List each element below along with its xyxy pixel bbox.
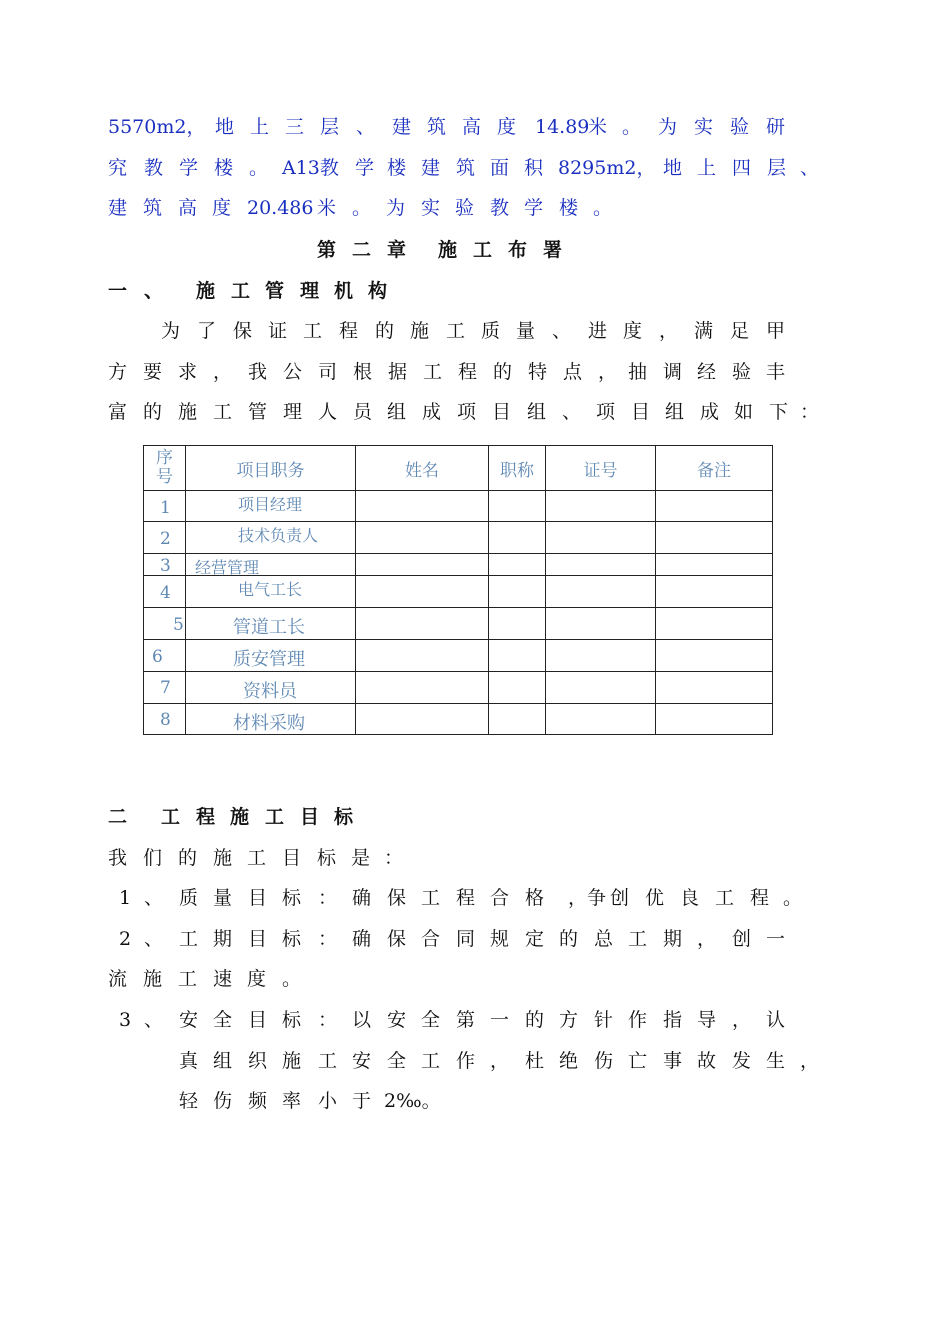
text-token: 总 [594,928,614,950]
title-cell [489,640,546,672]
text-token: 亡 [628,1050,648,1072]
text-token: 理 [300,280,320,302]
row-role: 电气工长 [238,580,303,599]
text-token: 。 [783,887,803,909]
text-token: 创 [610,887,630,909]
text-token: 一 [766,928,786,950]
row-number: 3 [160,556,171,576]
text-token: 员 [353,401,373,423]
text-token: 三 [285,116,305,138]
text-token: 故 [697,1050,717,1072]
text-token: 标 [282,887,302,909]
header-name: 姓名 [356,446,489,491]
text-token: 工 [446,320,466,342]
header-certificate: 证号 [546,446,656,491]
text-token: 施 [410,320,430,342]
text-token: 伤 [213,1090,233,1112]
text-token: 地 [663,157,683,179]
table-row [144,672,773,704]
certificate-cell [546,608,656,640]
text-token: 保 [387,887,407,909]
text-token: 施 [230,806,250,828]
name-cell [356,608,489,640]
name-cell [356,491,489,522]
text-token: 作 [456,1050,476,1072]
name-cell [356,640,489,672]
text-token: 流 [108,968,128,990]
table-row [144,522,773,554]
text-token: 布 [508,239,528,261]
text-token: 组 [213,1050,233,1072]
text-token: 认 [766,1009,786,1031]
text-token: 下 [769,401,789,423]
text-token: ： [318,928,338,950]
text-token: 量 [213,887,233,909]
text-token: 抽 [628,361,648,383]
text-token: 标 [317,847,337,869]
text-token: 。 [249,157,269,179]
text-token: 8295m2， [558,157,656,179]
text-token: 创 [732,928,752,950]
text-token: A13教 [282,157,339,179]
text-token: 期 [663,928,683,950]
text-token: 筑 [456,157,476,179]
text-token: 上 [250,116,270,138]
text-token: 事 [663,1050,683,1072]
text-token: 、 [144,1009,164,1031]
text-token: 为 [386,197,406,219]
text-token: 良 [680,887,700,909]
text-token: 施 [213,847,233,869]
staff-table [143,445,773,735]
text-token: 层 [320,116,340,138]
text-token: 工 [423,361,443,383]
name-cell [356,672,489,704]
title-cell [489,491,546,522]
text-token: 的 [178,847,198,869]
text-token: 调 [663,361,683,383]
remark-cell [656,672,773,704]
text-token: 速 [213,968,233,990]
text-token: 筑 [143,197,163,219]
row-number: 5 [173,615,184,635]
text-token: ： [318,1009,338,1031]
text-token: 建 [392,116,412,138]
text-token: ， [659,320,679,342]
row-role: 质安管理 [233,649,305,670]
text-token: 我 [108,847,128,869]
certificate-cell [546,491,656,522]
text-token: 管 [265,280,285,302]
text-token: 20.486 [247,197,314,219]
text-token: 项 [596,401,616,423]
remark-cell [656,576,773,608]
text-token: 组 [665,401,685,423]
text-token: 理 [283,401,303,423]
text-token: 验 [455,197,475,219]
text-token: 验 [732,361,752,383]
text-token: 方 [559,1009,579,1031]
text-token: 14.89 [535,116,590,138]
text-token: 程 [456,887,476,909]
text-token: 研 [766,116,786,138]
row-number: 2 [160,529,171,549]
text-token: 保 [233,320,253,342]
text-token: 施 [438,239,458,261]
text-token: ： [318,887,338,909]
text-token: 质 [179,887,199,909]
text-token: 工 [213,401,233,423]
text-token: 成 [422,401,442,423]
text-token: 工 [247,847,267,869]
text-token: 织 [248,1050,268,1072]
text-token: 证 [268,320,288,342]
table-row [144,640,773,672]
text-token: 二 [108,806,128,828]
text-token: 楼 [214,157,234,179]
text-token: 一 [108,280,128,302]
text-token: 全 [213,1009,233,1031]
text-token: 施 [282,1050,302,1072]
text-token: 公 [283,361,303,383]
row-number: 4 [160,583,171,603]
text-token: 格 [525,887,545,909]
table-header-row [144,446,773,491]
text-token: 二 [352,239,372,261]
text-token: 导 [697,1009,717,1031]
text-token: 实 [421,197,441,219]
remark-cell [656,491,773,522]
text-token: 、 [800,157,820,179]
text-token: 2 [119,928,132,950]
text-token: 的 [525,1009,545,1031]
text-token: 真 [179,1050,199,1072]
text-token: 富 [108,401,128,423]
text-token: 工 [179,928,199,950]
row-role: 管道工长 [233,617,305,638]
text-token: 目 [248,928,268,950]
row-role: 技术负责人 [238,526,319,545]
text-token: 经 [697,361,717,383]
name-cell [356,576,489,608]
text-token: 要 [143,361,163,383]
text-token: 施 [178,401,198,423]
text-token: 根 [353,361,373,383]
text-token: 工 [715,887,735,909]
text-token: 特 [528,361,548,383]
text-token: ， [598,361,618,383]
table-row [144,704,773,735]
title-cell [489,554,546,576]
text-token: 安 [352,1050,372,1072]
text-token: 5570m2， [108,116,206,138]
text-token: 第 [456,1009,476,1031]
text-token: 以 [352,1009,372,1031]
text-token: 米 [317,197,337,219]
text-token: 度 [212,197,232,219]
text-token: 安 [179,1009,199,1031]
table-row [144,554,773,576]
text-token: 点 [563,361,583,383]
name-cell [356,522,489,554]
remark-cell [656,640,773,672]
text-token: 、 [144,280,164,302]
text-token: 工 [628,928,648,950]
text-token: 建 [108,197,128,219]
text-token: 第 [317,239,337,261]
text-token: 教 [490,197,510,219]
text-token: 质 [481,320,501,342]
text-token: 发 [732,1050,752,1072]
text-token: 定 [525,928,545,950]
row-role: 经营管理 [195,558,260,576]
text-token: 安 [387,1009,407,1031]
text-token: 针 [594,1009,614,1031]
text-token: 地 [215,116,235,138]
text-token: 目 [300,806,320,828]
text-token: 楼 [559,197,579,219]
row-number: 6 [152,647,163,667]
remark-cell [656,608,773,640]
certificate-cell [546,704,656,735]
remark-cell [656,522,773,554]
text-token: 程 [750,887,770,909]
text-token: 高 [462,116,482,138]
header-title: 职称 [489,446,546,491]
text-token: 规 [490,928,510,950]
text-token: 1 [119,887,132,909]
text-token: 的 [375,320,395,342]
text-token: 项 [457,401,477,423]
text-token: 工 [161,806,181,828]
text-token: 高 [178,197,198,219]
text-token: 、 [562,401,582,423]
text-token: 工 [303,320,323,342]
text-token: 度 [623,320,643,342]
text-token: 。 [593,197,613,219]
text-token: 。 [622,116,642,138]
text-token: 一 [490,1009,510,1031]
text-token: 求 [178,361,198,383]
text-token: 四 [732,157,752,179]
text-token: 满 [694,320,714,342]
table-row [144,576,773,608]
certificate-cell [546,576,656,608]
text-token: 署 [543,239,563,261]
text-token: 工 [265,806,285,828]
row-number: 8 [160,710,171,730]
remark-cell [656,704,773,735]
certificate-cell [546,522,656,554]
text-token: 确 [352,887,372,909]
text-token: 生 [766,1050,786,1072]
text-token: 度 [497,116,517,138]
text-token: 目 [248,887,268,909]
text-token: 章 [387,239,407,261]
text-token: 学 [355,157,375,179]
text-token: 目 [631,401,651,423]
header-remark: 备注 [656,446,773,491]
text-token: 全 [387,1050,407,1072]
text-token: 楼 [387,157,407,179]
text-token: 、 [144,887,164,909]
text-token: 层 [767,157,787,179]
text-token: 目 [248,1009,268,1031]
certificate-cell [546,554,656,576]
remark-cell [656,554,773,576]
text-token: 工 [178,968,198,990]
text-token: 优 [645,887,665,909]
text-token: 绝 [559,1050,579,1072]
text-token: 人 [318,401,338,423]
text-token: 学 [179,157,199,179]
title-cell [489,608,546,640]
header-role: 项目职务 [186,446,356,491]
text-token: 筑 [427,116,447,138]
name-cell [356,554,489,576]
name-cell [356,704,489,735]
text-token: 进 [588,320,608,342]
text-token: 程 [196,806,216,828]
table-row [144,491,773,522]
text-token: 验 [730,116,750,138]
text-token: 2‰。 [384,1090,441,1112]
text-token: 米 [588,116,608,138]
text-token: 施 [196,280,216,302]
row-role: 资料员 [243,681,297,702]
text-token: 的 [143,401,163,423]
text-token: 工 [421,887,441,909]
certificate-cell [546,672,656,704]
text-token: 为 [161,320,181,342]
table-row [144,608,773,640]
text-token: 积 [524,157,544,179]
text-token: 上 [697,157,717,179]
text-token: 小 [318,1090,338,1112]
text-token: 的 [559,928,579,950]
title-cell [489,522,546,554]
text-token: 工 [473,239,493,261]
header-serial: 序 号 [144,446,186,491]
text-token: 频 [248,1090,268,1112]
text-token: 率 [282,1090,302,1112]
text-token: 成 [700,401,720,423]
text-token: 确 [352,928,372,950]
text-token: 程 [458,361,478,383]
text-token: 保 [387,928,407,950]
text-token: 司 [318,361,338,383]
text-token: 建 [421,157,441,179]
text-token: 的 [493,361,513,383]
text-token: 全 [421,1009,441,1031]
text-token: 伤 [594,1050,614,1072]
text-token: 度 [247,968,267,990]
text-token: ： [800,401,820,423]
text-token: 管 [248,401,268,423]
text-token: 轻 [179,1090,199,1112]
text-token: 目 [282,847,302,869]
text-token: 方 [108,361,128,383]
text-token: 据 [388,361,408,383]
text-token: 3 [119,1009,132,1031]
title-cell [489,704,546,735]
text-token: 程 [339,320,359,342]
text-token: 同 [456,928,476,950]
text-token: 工 [231,280,251,302]
text-token: 丰 [766,361,786,383]
row-number: 7 [160,678,171,698]
text-token: 学 [524,197,544,219]
title-cell [489,672,546,704]
text-token: 我 [248,361,268,383]
text-token: 标 [282,928,302,950]
text-token: 组 [387,401,407,423]
text-token: 是 [351,847,371,869]
text-token: 施 [143,968,163,990]
text-token: 、 [144,928,164,950]
title-cell [489,576,546,608]
text-token: 指 [663,1009,683,1031]
text-token: 合 [490,887,510,909]
text-token: ， [697,928,717,950]
text-token: 目 [492,401,512,423]
text-token: 合 [421,928,441,950]
text-token: 了 [197,320,217,342]
text-token: 标 [334,806,354,828]
text-token: 量 [516,320,536,342]
text-token: 于 [352,1090,372,1112]
text-token: 期 [213,928,233,950]
text-token: 究 [108,157,128,179]
text-token: 甲 [766,320,786,342]
text-token: 构 [368,280,388,302]
text-token: 面 [490,157,510,179]
text-token: 组 [527,401,547,423]
text-token: 为 [658,116,678,138]
row-role: 材料采购 [233,713,305,734]
text-token: 、 [552,320,572,342]
text-token: ， [800,1050,820,1072]
text-token: 、 [356,116,376,138]
text-token: ， [213,361,233,383]
text-token: 作 [628,1009,648,1031]
row-role: 项目经理 [238,495,303,514]
text-token: 机 [334,280,354,302]
text-token: 足 [730,320,750,342]
text-token: 如 [734,401,754,423]
text-token: ， [490,1050,510,1072]
text-token: 工 [421,1050,441,1072]
text-token: ， [732,1009,752,1031]
text-token: 工 [318,1050,338,1072]
text-token: 杜 [525,1050,545,1072]
text-token: ： [384,847,404,869]
text-token: 实 [694,116,714,138]
text-token: ，争 [568,887,607,909]
certificate-cell [546,640,656,672]
row-number: 1 [160,498,171,518]
text-token: 教 [144,157,164,179]
text-token: 。 [352,197,372,219]
text-token: 。 [282,968,302,990]
text-token: 标 [282,1009,302,1031]
text-token: 们 [143,847,163,869]
